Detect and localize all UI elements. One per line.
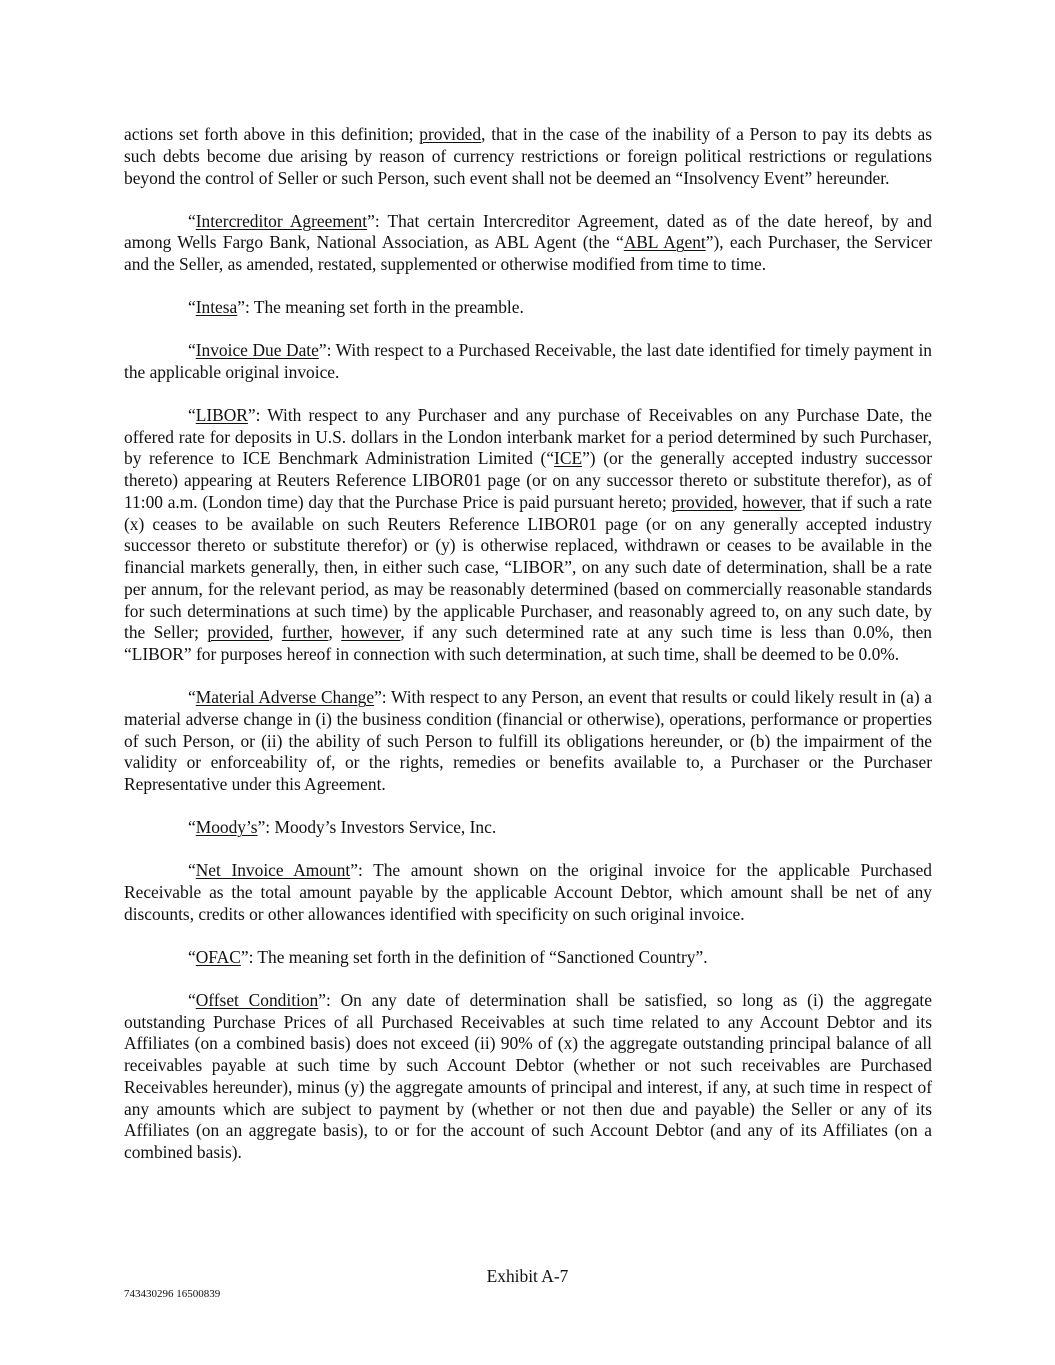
paragraph-text: ”) (or the generally accepted industry successor thereto) appearing at Reuters Reference LIBOR01 page (or on any successor thereto or substitute therefor), as of 11:00 a.m. (London time) day that the Purchase Price is paid pursuant hereto; xyxy=(124,448,932,512)
defined-term: however xyxy=(742,491,802,512)
document-body xyxy=(124,124,932,1185)
definition-paragraph xyxy=(124,211,932,276)
paragraph-text: ”: With respect to a Purchased Receivable, the last date identified for timely payment in the applicable original invoice. xyxy=(124,340,932,382)
paragraph-text: “ xyxy=(188,404,196,425)
defined-term: LIBOR xyxy=(195,404,248,425)
defined-term: provided xyxy=(207,622,270,643)
defined-term: ICE xyxy=(554,448,583,469)
definition-paragraph xyxy=(124,687,932,796)
defined-term: provided xyxy=(419,124,482,144)
defined-term: Invoice Due Date xyxy=(195,340,319,361)
defined-term: OFAC xyxy=(195,946,241,967)
defined-term: Material Adverse Change xyxy=(195,687,375,708)
paragraph-text: , xyxy=(733,491,743,512)
paragraph-text: ”: The meaning set forth in the preamble. xyxy=(237,297,524,318)
paragraph-text: “ xyxy=(188,340,196,361)
definition-paragraph xyxy=(124,990,932,1164)
definition-paragraph xyxy=(124,860,932,925)
paragraph-text: “ xyxy=(188,817,196,838)
paragraph-text: “ xyxy=(188,946,196,967)
paragraph-text: , that in the case of the inability of a Person to pay its debts as such debts become due arising by reason of currency restrictions or foreign political restrictions or regulations beyond the control of Seller or such Person, such event shall not be deemed an “Insolvency Event” hereunder. xyxy=(124,124,933,188)
paragraph-text: ”: With respect to any Purchaser and any purchase of Receivables on any Purchase Date, the offered rate for deposits in U.S. dollars in the London interbank market for a period determined by such Purchaser, by reference to ICE Benchmark Administration Limited (“ xyxy=(124,404,932,469)
defined-term: however xyxy=(341,622,401,643)
paragraph-text: ”: The meaning set forth in the definition of “Sanctioned Country”. xyxy=(240,946,708,967)
defined-term: provided xyxy=(671,491,734,512)
definition-paragraph xyxy=(124,340,932,384)
paragraph-text: ”: Moody’s Investors Service, Inc. xyxy=(257,817,497,838)
defined-term: Intercreditor Agreement xyxy=(195,210,368,231)
defined-term: Offset Condition xyxy=(195,989,319,1010)
definition-paragraph xyxy=(124,124,932,189)
defined-term: ABL Agent xyxy=(623,232,706,253)
paragraph-text: actions set forth above in this definition; xyxy=(124,124,420,144)
paragraph-text: “ xyxy=(188,860,196,881)
defined-term: further xyxy=(281,622,329,643)
paragraph-text: ”: That certain Intercreditor Agreement, dated as of the date hereof, by and among Wells Fargo Bank, National Association, as ABL Agent (the “ xyxy=(124,210,933,253)
defined-term: Moody’s xyxy=(195,817,258,838)
paragraph-text: ”: With respect to any Person, an event that results or could likely result in (a) a material adverse change in (i) the business condition (financial or otherwise), operations, performance or properties of such Person, or (ii) the ability of such Person to fulfill its obligations hereunder, or (b) the impairment of the validity or enforceability of, or the rights, remedies or benefits available to, a Purchaser or the Purchaser Representative under this Agreement. xyxy=(124,687,932,795)
defined-term: Net Invoice Amount xyxy=(195,860,351,881)
paragraph-text: “ xyxy=(188,687,196,708)
definition-paragraph xyxy=(124,405,932,666)
definition-paragraph xyxy=(124,297,932,319)
definition-paragraph xyxy=(124,947,932,969)
paragraph-text: “ xyxy=(188,297,196,318)
paragraph-text: , that if such a rate (x) ceases to be available on such Reuters Reference LIBOR01 page (or on any generally accepted industry successor thereto or substitute therefor) or (y) is otherwise replaced, withdrawn or ceases to be available in the financial markets generally, then, in either such case, “LIBOR”, on any such date of determination, shall be a rate per annum, for the relevant period, as may be reasonably determined (based on commercially reasonable standards for such determinations at such time) by the applicable Purchaser, and reasonably agreed to, on any such date, by the Seller; xyxy=(124,491,932,643)
paragraph-text: “ xyxy=(188,210,196,231)
paragraph-text: , if any such determined rate at any such time is less than 0.0%, then “LIBOR” for purposes hereof in connection with such determination, at such time, shall be deemed to be 0.0%. xyxy=(124,622,932,665)
paragraph-text: ”: The amount shown on the original invoice for the applicable Purchased Receivable as the total amount payable by the applicable Account Debtor, which amount shall be net of any discounts, credits or other allowances identified with specificity on such original invoice. xyxy=(124,860,932,924)
defined-term: Intesa xyxy=(195,297,238,318)
paragraph-text: , xyxy=(269,622,282,643)
definition-paragraph xyxy=(124,817,932,839)
document-id: 743430296 16500839 xyxy=(124,1288,221,1300)
paragraph-text: ”: On any date of determination shall be satisfied, so long as (i) the aggregate outstanding Purchase Prices of all Purchased Receivables at such time related to any Account Debtor and its Affiliates (on a combined basis) does not exceed (ii) 90% of (x) the aggregate outstanding principal balance of all receivables payable at such time by such Account Debtor (whether or not such receivables are Purchased Receivables hereunder), minus (y) the aggregate amounts of principal and interest, if any, at such time in respect of any amounts which are subject to payment by (whether or not then due and payable) the Seller or any of its Affiliates (on an aggregate basis), to or for the account of such Account Debtor (and any of its Affiliates (on a combined basis). xyxy=(124,989,932,1163)
paragraph-text: “ xyxy=(188,989,196,1010)
paragraph-text: , xyxy=(328,622,342,643)
paragraph-text: ”), each Purchaser, the Servicer and the Seller, as amended, restated, supplemented or otherwise modified from time to time. xyxy=(124,232,932,275)
page-footer-exhibit: Exhibit A-7 xyxy=(486,1266,569,1286)
